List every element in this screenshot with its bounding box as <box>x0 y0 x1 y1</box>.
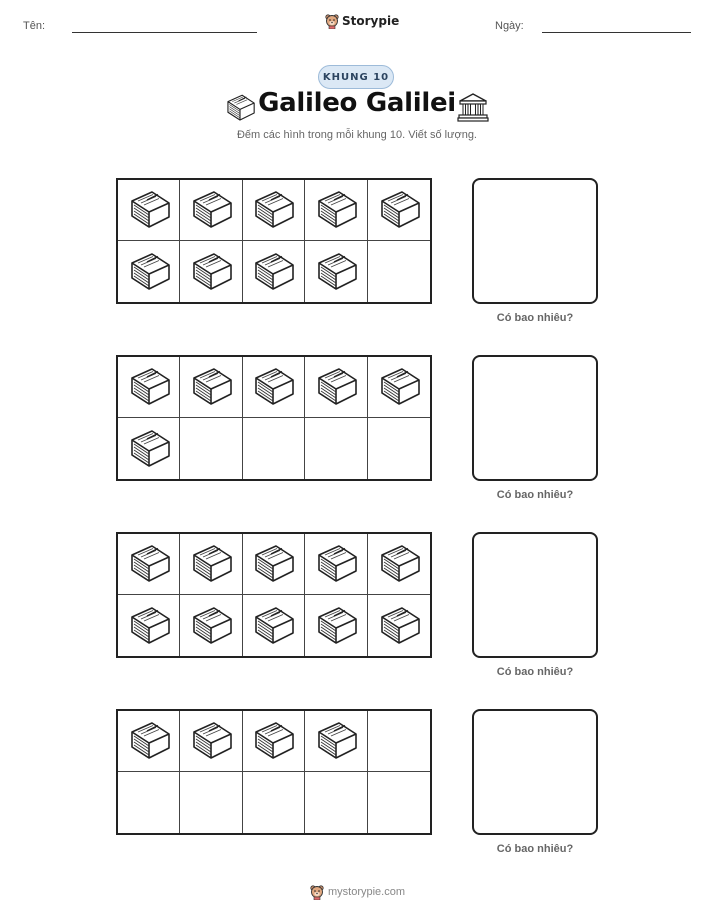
frame-cell <box>305 357 367 418</box>
frame-cell <box>118 180 180 241</box>
name-label: Tên: <box>23 20 46 32</box>
frame-cell <box>180 534 242 595</box>
frame-cell <box>243 180 305 241</box>
book-icon <box>249 251 297 293</box>
book-icon <box>125 428 173 470</box>
book-icon <box>187 366 235 408</box>
museum-icon <box>457 92 489 122</box>
frame-cell <box>243 357 305 418</box>
book-icon <box>312 543 360 585</box>
frame-cell <box>305 180 367 241</box>
frame-cell <box>118 241 180 302</box>
frame-cell <box>243 772 305 833</box>
date-line[interactable] <box>542 32 691 33</box>
book-icon <box>249 543 297 585</box>
frame-cell <box>305 534 367 595</box>
frame-cell <box>118 772 180 833</box>
answer-box-4[interactable] <box>472 709 598 835</box>
book-icon <box>125 543 173 585</box>
frame-cell <box>243 534 305 595</box>
frame-cell <box>243 595 305 656</box>
question-label-1: Có bao nhiêu? <box>496 312 574 324</box>
footer <box>310 884 405 900</box>
book-icon <box>312 251 360 293</box>
frame-cell <box>180 772 242 833</box>
frame-cell <box>180 711 242 772</box>
instructions: Đếm các hình trong mỗi khung 10. Viết số lượng. <box>236 129 477 141</box>
book-icon <box>375 189 423 231</box>
brand-logo <box>325 13 399 29</box>
answer-box-3[interactable] <box>472 532 598 658</box>
frame-cell <box>118 711 180 772</box>
bear-mascot-icon <box>325 13 339 29</box>
frame-cell <box>180 418 242 479</box>
book-icon <box>125 720 173 762</box>
brand-name: Storypie <box>342 14 400 28</box>
frame-cell <box>368 595 430 656</box>
frame-cell <box>305 711 367 772</box>
answer-box-2[interactable] <box>472 355 598 481</box>
book-icon <box>187 251 235 293</box>
book-icon <box>375 366 423 408</box>
frame-cell <box>305 418 367 479</box>
frame-cell <box>180 595 242 656</box>
question-label-2: Có bao nhiêu? <box>496 489 574 501</box>
activity-badge: KHUNG 10 <box>318 65 394 89</box>
frame-cell <box>368 418 430 479</box>
frame-cell <box>305 772 367 833</box>
page-title: Galileo Galilei <box>258 88 456 118</box>
frame-cell <box>368 772 430 833</box>
frame-cell <box>118 357 180 418</box>
book-icon <box>125 189 173 231</box>
frame-cell <box>243 418 305 479</box>
book-icon <box>249 605 297 647</box>
book-icon <box>187 543 235 585</box>
frame-cell <box>305 241 367 302</box>
footer-url: mystorypie.com <box>328 886 406 898</box>
book-icon <box>312 189 360 231</box>
frame-cell <box>368 534 430 595</box>
frame-cell <box>368 241 430 302</box>
book-icon <box>187 189 235 231</box>
book-icon <box>125 605 173 647</box>
ten-frame-1 <box>116 178 432 304</box>
frame-cell <box>180 357 242 418</box>
book-icon <box>249 189 297 231</box>
ten-frame-3 <box>116 532 432 658</box>
bear-mascot-icon <box>310 884 324 900</box>
question-label-4: Có bao nhiêu? <box>496 843 574 855</box>
book-icon <box>187 720 235 762</box>
question-label-3: Có bao nhiêu? <box>496 666 574 678</box>
ten-frame-2 <box>116 355 432 481</box>
frame-cell <box>180 180 242 241</box>
answer-box-1[interactable] <box>472 178 598 304</box>
frame-cell <box>368 180 430 241</box>
book-icon <box>249 366 297 408</box>
frame-cell <box>243 711 305 772</box>
frame-cell <box>118 534 180 595</box>
frame-cell <box>118 418 180 479</box>
date-label: Ngày: <box>495 20 524 32</box>
book-icon <box>312 366 360 408</box>
book-icon <box>125 251 173 293</box>
frame-cell <box>368 711 430 772</box>
frame-cell <box>368 357 430 418</box>
ten-frame-4 <box>116 709 432 835</box>
book-icon <box>312 720 360 762</box>
book-icon <box>249 720 297 762</box>
name-line[interactable] <box>72 32 257 33</box>
frame-cell <box>118 595 180 656</box>
frame-cell <box>243 241 305 302</box>
frame-cell <box>180 241 242 302</box>
frame-cell <box>305 595 367 656</box>
book-icon <box>312 605 360 647</box>
book-icon <box>375 605 423 647</box>
book-icon <box>375 543 423 585</box>
book-icon <box>187 605 235 647</box>
book-icon <box>125 366 173 408</box>
